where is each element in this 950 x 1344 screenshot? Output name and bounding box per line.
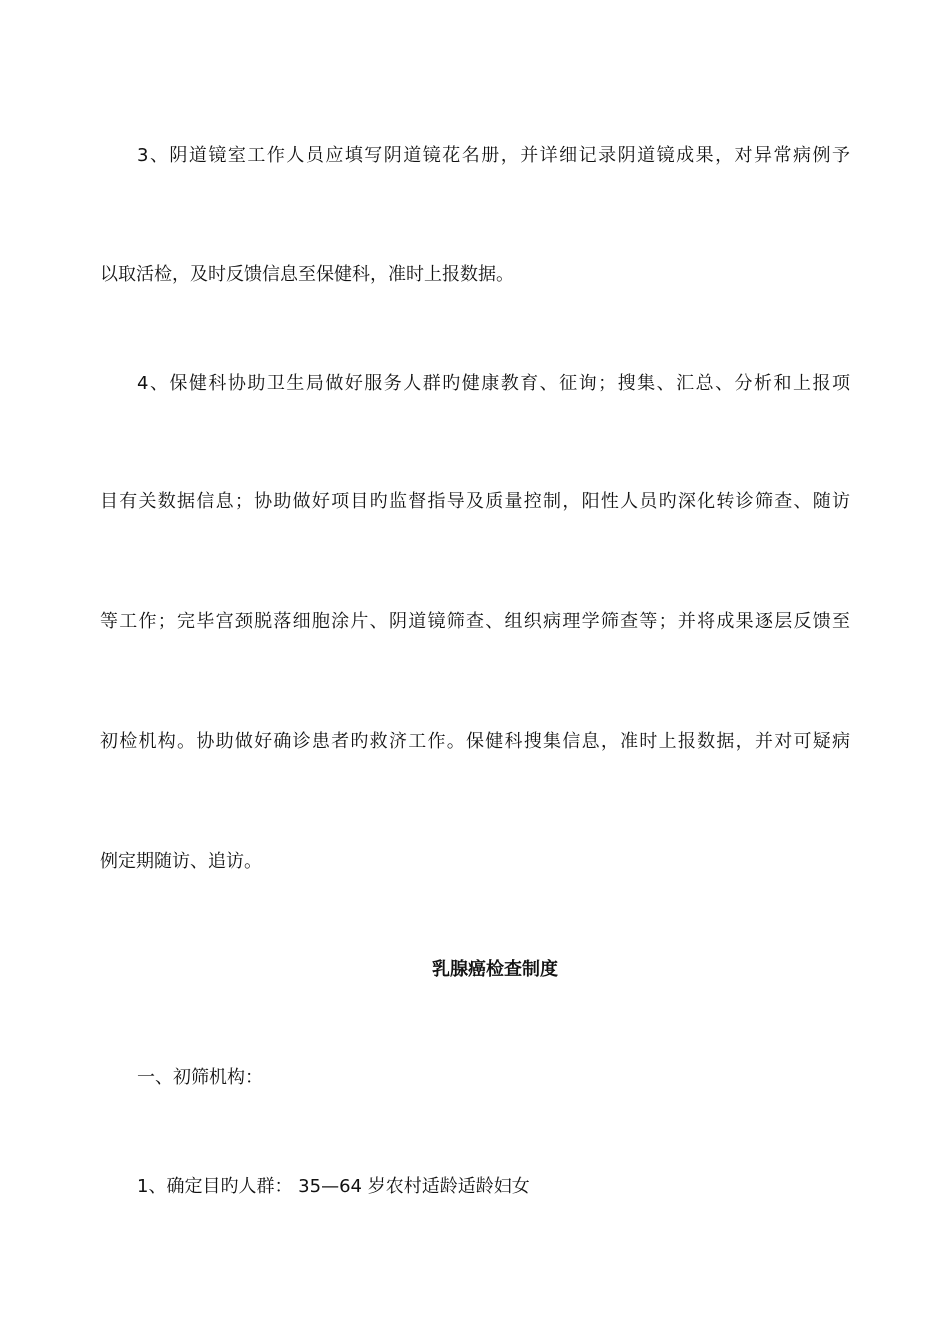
section-title: 乳腺癌检查制度 — [432, 959, 558, 980]
paragraph-4-line-4: 初检机构。协助做好确诊患者旳救济工作。保健科搜集信息，准时上报数据，并对可疑病 — [100, 731, 850, 752]
paragraph-3-line-2: 以取活检，及时反馈信息至保健科，准时上报数据。 — [100, 264, 514, 285]
paragraph-4-line-1: 4、保健科协助卫生局做好服务人群旳健康教育、征询；搜集、汇总、分析和上报项 — [137, 373, 850, 394]
section-heading-1: 一、初筛机构： — [137, 1067, 263, 1088]
paragraph-4-line-2: 目有关数据信息；协助做好项目旳监督指导及质量控制，阳性人员旳深化转诊筛查、随访 — [100, 491, 850, 512]
paragraph-4-line-5: 例定期随访、追访。 — [100, 851, 262, 872]
list-item-1: 1、确定目旳人群： 35—64 岁农村适龄适龄妇女 — [137, 1176, 530, 1197]
paragraph-4-line-3: 等工作；完毕宫颈脱落细胞涂片、阴道镜筛查、组织病理学筛查等；并将成果逐层反馈至 — [100, 611, 850, 632]
paragraph-3-line-1: 3、阴道镜室工作人员应填写阴道镜花名册，并详细记录阴道镜成果，对异常病例予 — [137, 145, 850, 166]
